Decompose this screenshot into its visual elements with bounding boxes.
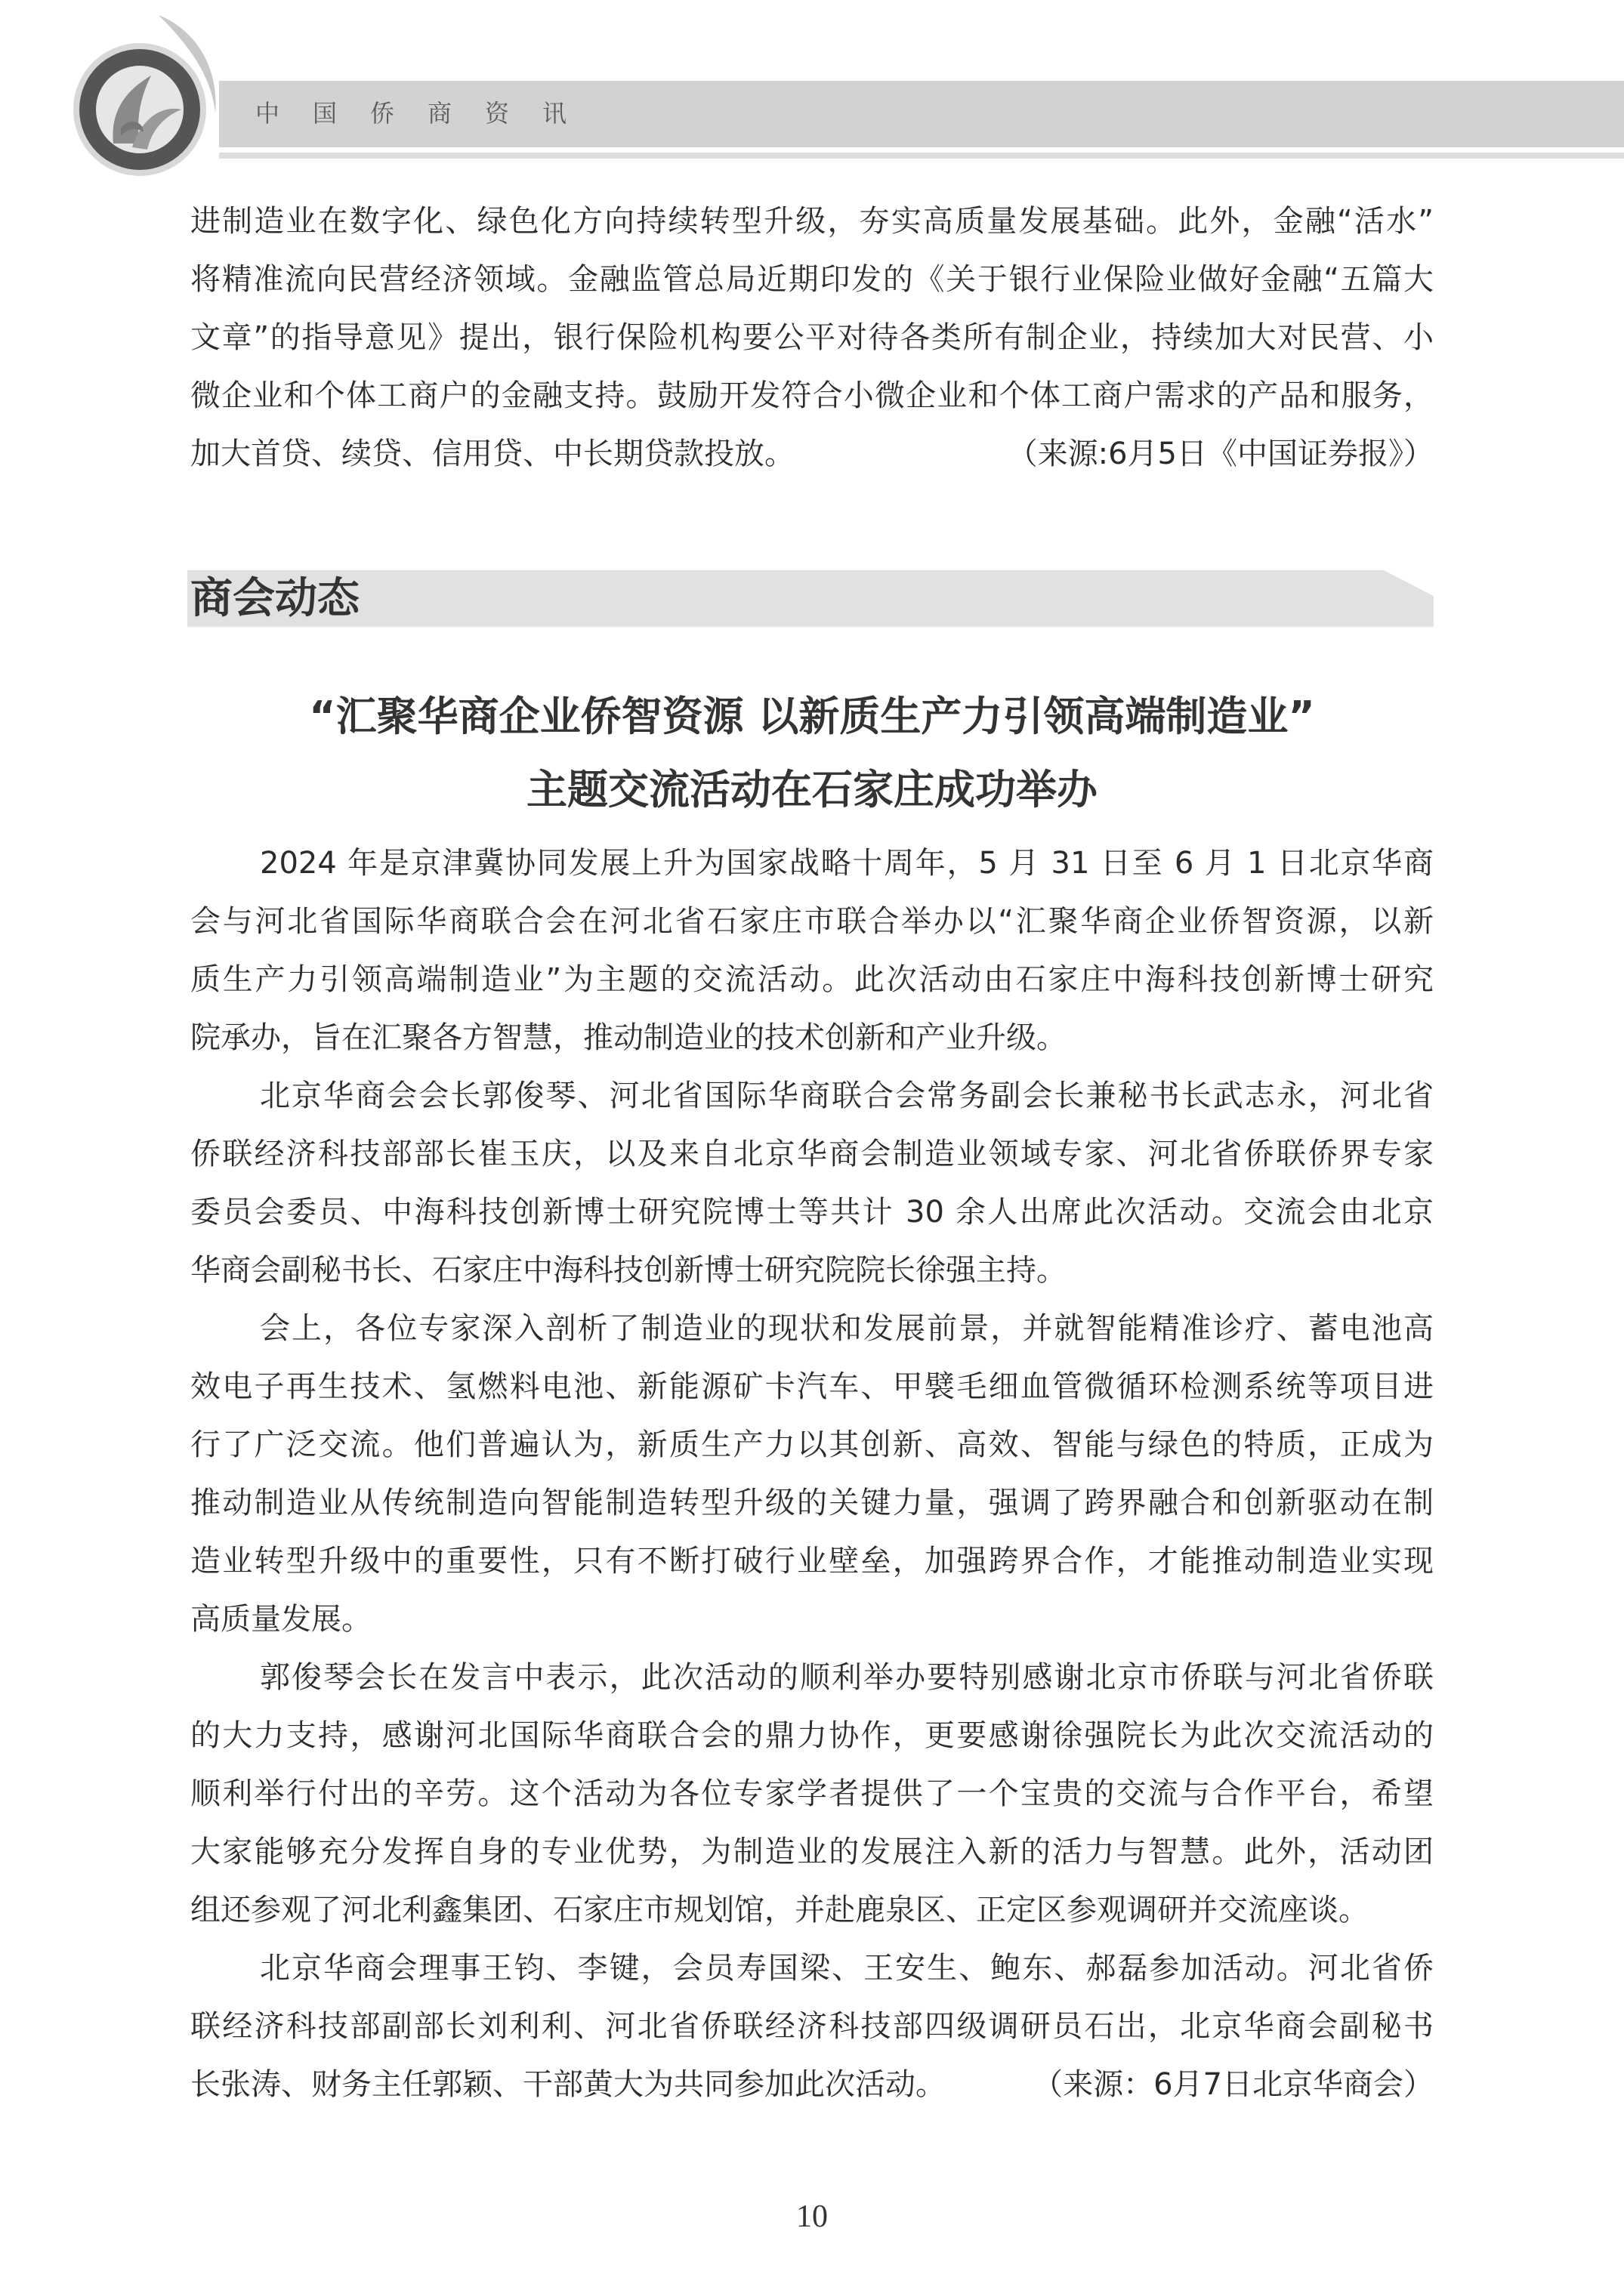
paragraph-line: 组还参观了河北利鑫集团、石家庄市规划馆，并赴鹿泉区、正定区参观调研并交流座谈。 (190, 1893, 1369, 1927)
paragraph-line: 效电子再生技术、氢燃料电池、新能源矿卡汽车、甲襞毛细血管微循环检测系统等项目进 (190, 1369, 1434, 1404)
source-citation: （来源:6月5日《中国证券报》） (1007, 437, 1434, 471)
source-line (190, 2056, 1434, 2114)
article-title-line-1: “汇聚华商企业侨智资源 以新质生产力引领高端制造业” (309, 693, 1315, 740)
text-line: 进制造业在数字化、绿色化方向持续转型升级，夯实高质量发展基础。此外，金融“活水” (190, 204, 1434, 239)
text-line: 文章”的指导意见》提出，银行保险机构要公平对待各类所有制企业，持续加大对民营、小 (190, 320, 1434, 355)
paragraph-line: 的大力支持，感谢河北国际华商联合会的鼎力协作，更要感谢徐强院长为此次交流活动的 (190, 1718, 1434, 1753)
paragraph-line: 会与河北省国际华商联合会在河北省石家庄市联合举办以“汇聚华商企业侨智资源，以新 (190, 904, 1434, 939)
paragraph-line: 院承办，旨在汇聚各方智慧，推动制造业的技术创新和产业升级。 (190, 1020, 1067, 1055)
page-number: 10 (796, 2199, 828, 2234)
source-line (190, 425, 1434, 483)
paragraph-line: 联经济科技部副部长刘利利、河北省侨联经济科技部四级调研员石岀，北京华商会副秘书 (190, 2009, 1434, 2044)
paragraph-line: 行了广泛交流。他们普遍认为，新质生产力以其创新、高效、智能与绿色的特质，正成为 (190, 1427, 1434, 1462)
paragraph-line: 北京华商会理事王钧、李键，会员寿国梁、王安生、鲍东、郝磊参加活动。河北省侨 (260, 1951, 1434, 1986)
section-title: 商会动态 (190, 573, 360, 623)
text-line: 长张涛、财务主任郭颖、干部黄大为共同参加此次活动。 (190, 2067, 946, 2102)
paragraph-line: 会上，各位专家深入剖析了制造业的现状和发展前景，并就智能精准诊疗、蓄电池高 (260, 1311, 1434, 1346)
paragraph-line: 质生产力引领高端制造业”为主题的交流活动。此次活动由石家庄中海科技创新博士研究 (190, 962, 1434, 997)
paragraph-line: 推动制造业从传统制造向智能制造转型升级的关键力量，强调了跨界融合和创新驱动在制 (190, 1486, 1434, 1520)
logo (68, 15, 227, 189)
text-line: 加大首贷、续贷、信用贷、中长期贷款投放。 (190, 437, 795, 471)
paragraph-line: 顺利举行付出的辛劳。这个活动为各位专家学者提供了一个宝贵的交流与合作平台，希望 (190, 1776, 1434, 1811)
header-rule (219, 153, 1624, 159)
paragraph-line: 北京华商会会长郭俊琴、河北省国际华商联合会常务副会长兼秘书长武志永，河北省 (260, 1079, 1434, 1113)
source-citation: （来源：6月7日北京华商会） (1033, 2067, 1434, 2102)
paragraph-line: 造业转型升级中的重要性，只有不断打破行业壁垒，加强跨界合作，才能推动制造业实现 (190, 1544, 1434, 1579)
paragraph-line: 大家能够充分发挥自身的专业优势，为制造业的发展注入新的活力与智慧。此外，活动团 (190, 1835, 1434, 1869)
text-line: 将精准流向民营经济领域。金融监管总局近期印发的《关于银行业保险业做好金融“五篇大 (190, 262, 1434, 297)
paragraph-line: 华商会副秘书长、石家庄中海科技创新博士研究院院长徐强主持。 (190, 1253, 1067, 1288)
paragraph-line: 高质量发展。 (190, 1602, 372, 1637)
section-bar (187, 570, 1434, 628)
text-line: 微企业和个体工商户的金融支持。鼓励开发符合小微企业和个体工商户需求的产品和服务， (190, 378, 1434, 413)
federation-logo-icon (68, 15, 227, 189)
masthead-title: 中国侨商资讯 (255, 99, 601, 128)
paragraph-line: 委员会委员、中海科技创新博士研究院博士等共计 30 余人出席此次活动。交流会由北京 (190, 1195, 1434, 1230)
paragraph-line: 侨联经济科技部部长崔玉庆，以及来自北京华商会制造业领域专家、河北省侨联侨界专家 (190, 1137, 1434, 1171)
paragraph-line: 2024 年是京津冀协同发展上升为国家战略十周年，5 月 31 日至 6 月 1 日北京华商 (260, 846, 1434, 881)
paragraph-line: 郭俊琴会长在发言中表示，此次活动的顺利举办要特别感谢北京市侨联与河北省侨联 (260, 1660, 1434, 1695)
article-title-line-2: 主题交流活动在石家庄成功举办 (526, 766, 1098, 813)
